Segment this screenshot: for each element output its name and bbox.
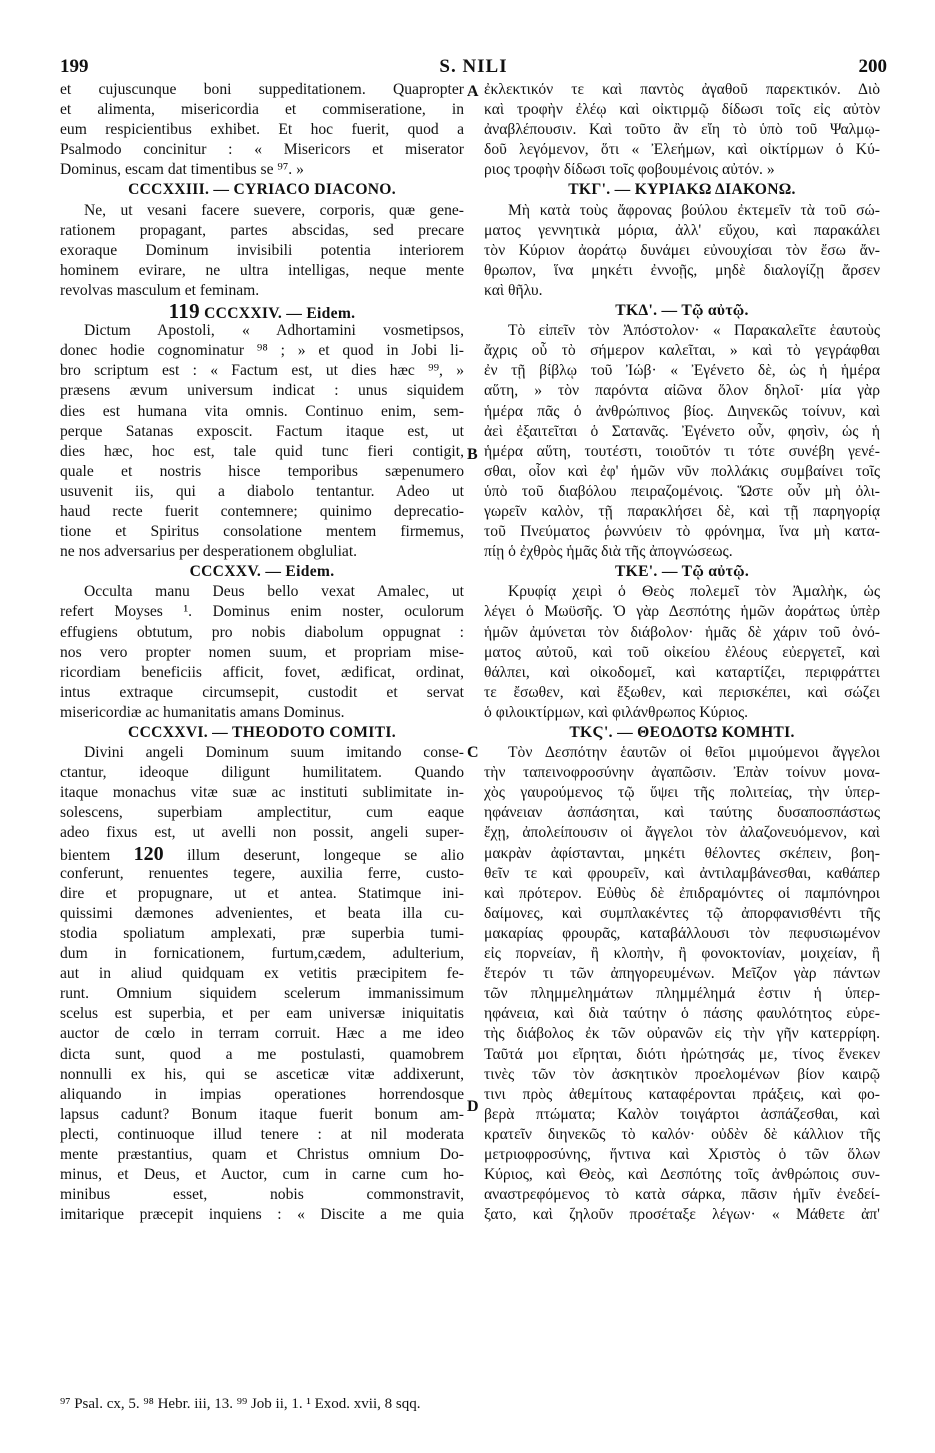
letter-heading-325: CCCXXV. — Eidem. [189, 563, 335, 581]
greek-line: ματος αὐτοῦ, καὶ τοῦ οἰκείου ἐλέους εὐεργετεῖ, καὶ [484, 643, 880, 661]
latin-line: dies hæc, hoc est, tale quid tunc fieri contigit, [60, 442, 464, 460]
latin-line: minus, et Deus, et Auctor, cum in carne cum ho- [60, 1166, 464, 1184]
greek-line: θεῖν τε καὶ φρουρεῖν, καὶ ἀντιλαμβάνεσθαι, καθάπερ [484, 864, 880, 882]
latin-line: effugiens obtutum, pro nobis diabolum oppugnat : [60, 623, 464, 641]
greek-line: θρωπον, ἵνα μηκέτι ἐννοῇς, μηδὲ διαλογίζῃ ἄρσεν [484, 261, 880, 279]
latin-line: nos vero propter nomen suum, et propriam mise- [60, 643, 464, 661]
greek-line: ἡμέρα πᾶς ὁ ἀνθρώπινος βίος. Διηνεκῶς τοίνυν, καὶ [484, 402, 880, 420]
latin-line: misericordiæ ac humanitatis amans Dominus. [60, 703, 345, 721]
greek-line: τὸν Κύριον ἀοράτῳ δυνάμει εὐνουχίσαι τὸν ἔσω ἄν- [484, 241, 880, 259]
latin-line: aliquando in impias operationes horrendosque [60, 1085, 464, 1103]
greek-line: θάλπει, καὶ οἰκοδομεῖ, καὶ καταρτίζει, περιφράττει [484, 663, 880, 681]
latin-line: hominem evirare, ne ultra intelligas, neque mente [60, 261, 464, 279]
greek-line: καὶ τροφὴν ἐλέῳ καὶ οἰκτιρμῷ δίδωσι τοῖς εἰς αὐτὸν [484, 101, 880, 119]
greek-line: Ταῦτά μοι εἴρηται, διότι ἠρώτησάς με, τίνος ἕνεκεν [484, 1045, 880, 1063]
greek-line: τὴν ταπεινοφροσύνην ἀγαπῶσιν. Ἐπὰν τοίνυν μονα- [484, 764, 880, 782]
greek-line: γωρεῖν καλὸν, τῇ παρακλήσει δὲ, καὶ τῇ παρηγορίᾳ [484, 502, 880, 520]
latin-line: Occulta manu Deus bello vexat Amalec, ut [84, 583, 464, 601]
latin-line: intus extraque circumsepit, custodit et servat [60, 683, 464, 701]
latin-line: donec hodie cognominatur ⁹⁸ ; » et quod in Jobi li- [60, 342, 464, 360]
latin-line: quissimi dæmones advenientes, et beata illa cu- [60, 904, 464, 922]
greek-line: χὸς γαυρούμενος τῷ ὕψει τῆς πολιτείας, τὴν ὑπερ- [484, 784, 880, 802]
greek-line: τὴς διάβολος ἐκ τῶν οὐρανῶν εἰς τὴν γῆν κατερρίφη. [484, 1025, 880, 1043]
greek-heading-326: ΤΚϚ'. — ΘΕΟΔΟΤΩ ΚΟΜΗΤΙ. [569, 724, 795, 741]
greek-line: κρατεῖν διηνεκῶς τὸ καλόν· οὐδὲν δὲ κάλλιον τῆς [484, 1125, 880, 1143]
greek-line: πίῃ ὁ ἐχθρὸς ἡμᾶς διὰ τῆς ἀπογνώσεως. [484, 543, 733, 561]
greek-line: ηφάνειαν ἀσπάσηται, καὶ ταύτης δυσαποσπάστως [484, 804, 880, 822]
greek-line: ριος τροφὴν δίδωσι τοῖς φοβουμένοις αὐτόν. » [484, 161, 775, 179]
latin-line: dire et propugnare, ut et antea. Statimque ini- [60, 884, 464, 902]
greek-line: μακαρίας φρουρᾶς, καταβάλλουσι τὸν πεφυσιωμένον [484, 924, 880, 942]
latin-line: scelus est superbia, et per eam universæ iniquitatis [60, 1005, 464, 1023]
greek-line: τῶν πλημμελημάτων πλημμέλημά ἐστιν ἡ ὑπερ- [484, 985, 880, 1003]
greek-heading-325: ΤΚΕ'. — Τῷ αὐτῷ. [614, 563, 750, 581]
greek-line: αὕτη, » τὸν παρόντα αἰῶνα ὅλον δηλοῖ· μία γὰρ [484, 382, 880, 400]
latin-line: imitarique præcepit inquiens : « Discite a me quia [60, 1206, 464, 1224]
latin-line: Dominus, escam dat timentibus se ⁹⁷. » [60, 161, 304, 179]
latin-line: quale et nostris hisce temporibus sæpenumero [60, 462, 464, 480]
latin-column [60, 80, 464, 1225]
page-number-left: 199 [60, 56, 89, 77]
margin-letter-c: C [467, 744, 479, 761]
page-marker-119: 119 [168, 301, 200, 322]
greek-line: ἀεὶ ἐξαιτεῖται ὁ Σατανᾶς. Ἐγένετο οὖν, φησὶν, ὡς ἡ [484, 422, 880, 440]
latin-line: conferunt, renuentes tegere, auxilia ferre, custo- [60, 864, 464, 882]
latin-line: runt. Omnium siquidem scelerum immanissimum [60, 985, 464, 1003]
greek-line: ἡμῶν ἀμύνεται τὸν διάβολον· ἡμᾶς δὲ χάριν τοῦ ὀνό- [484, 623, 880, 641]
greek-line: λέγει ὁ Μωϋσῆς. Ὁ γὰρ Δεσπότης ἡμῶν ἀοράτως ὑπὲρ [484, 603, 880, 621]
greek-line: ἀναβλέπουσιν. Καὶ τοῦτο ἂν εἴη τὸ ὑπὸ τοῦ Ψαλμῳ- [484, 121, 880, 139]
margin-letter-b: B [467, 446, 478, 463]
latin-line: revolvas masculum et feminam. [60, 281, 260, 299]
greek-line: ἄχρις οὗ τὸ σήμερον καλεῖται, » καὶ τὸ γεγράφθαι [484, 342, 880, 360]
greek-line: μακρὰν ἀφίστανται, μηκέτι θέλοντες σκέπειν, βοη- [484, 844, 880, 862]
greek-line: ξατο, καὶ ζηλοῦν προσέταξε λέγων· « Μάθετε ἀπ' [484, 1206, 880, 1224]
latin-line: præsens ævum universum indicat : unus siquidem [60, 382, 464, 400]
latin-line: Dictum Apostoli, « Adhortamini vosmetipsos, [84, 322, 464, 340]
greek-line: Κρυφίᾳ χειρὶ ὁ Θεὸς πολεμεῖ τὸν Ἀμαλὴκ, ὡς [508, 583, 880, 601]
latin-line: tione et Spiritus consolatione mentem firmemus, [60, 523, 464, 541]
greek-line: μετριοφροσύνης, ἥντινα καὶ Χριστὸς ὁ τῶν ὅλων [484, 1145, 880, 1163]
latin-line: lapsus cadunt? Bonum itaque fuerit bonum am- [60, 1105, 464, 1123]
greek-line: ἐν τῇ βίβλῳ τοῦ Ἰώβ· « Ἐγένετο δὲ, ὡς ἡ ἡμέρα [484, 362, 880, 380]
greek-line: σθαι, οἷον καὶ ἐφ' ἡμῶν νῦν πολλάκις συμβαίνει τοῖς [484, 462, 880, 480]
latin-line: Psalmodo concinitur : « Misericors et miserator [60, 141, 464, 159]
latin-line: ne nos adversarius per desperationem obgluliat. [60, 543, 358, 561]
letter-heading-326: CCCXXVI. — THEODOTO COMITI. [128, 724, 396, 741]
latin-line: stodia spoliatum amplexati, præ superbia tumi- [60, 924, 464, 942]
latin-line: dum in fornicationem, furtum,cædem, adulterium, [60, 945, 464, 963]
greek-heading-323: ΤΚΓ'. — ΚΥΡΙΑΚΩ ΔΙΑΚΟΝΩ. [568, 181, 796, 199]
latin-line: solescens, superbiam amplectitur, cum eaque [60, 804, 464, 822]
latin-line: eum respicientibus exhibet. Et hoc fuerit, quod a [60, 121, 464, 139]
greek-line: ματος γεννητικὰ μόρια, ἀλλ' εὔχου, καὶ παρακάλει [484, 221, 880, 239]
latin-line: haud recte fuerit contemnere; quinimo deprecatio- [60, 502, 464, 520]
greek-line: Μὴ κατὰ τοὺς ἄφρονας βούλου ἐκτεμεῖν τὰ τοῦ σώ- [508, 201, 880, 219]
greek-line: ἔχῃ, ἀπολείπουσιν οἱ ἄγγελοι τὸν ἀλαζονευόμενον, καὶ [484, 824, 880, 842]
latin-line: ctantur, ideoque diligunt humilitatem. Quando [60, 764, 464, 782]
greek-heading-324: ΤΚΔ'. — Τῷ αὐτῷ. [615, 302, 749, 320]
latin-line: auctor de cœlo in terram corruit. Hæc a me ideo [60, 1025, 464, 1043]
greek-column [484, 80, 880, 1225]
latin-line: et alimenta, misericordia et commiseratione, in [60, 101, 464, 119]
greek-line: ἕτερόν τι τῶν ἀπηγορευμένων. Μεῖζον γὰρ πάντων [484, 965, 880, 983]
greek-line: εἰς πορνείαν, ἢ κλοπὴν, ἢ φονοκτονίαν, μοιχείαν, ἢ [484, 945, 880, 963]
greek-line: ὁ φιλοικτίρμων, καὶ φιλάνθρωπος Κύριος. [484, 703, 749, 721]
latin-line: perque Satanas exposcit. Factum itaque est, ut [60, 422, 464, 440]
page-header [60, 56, 887, 82]
page-marker-120-inline: 120 [133, 843, 164, 864]
latin-line: usuvenit iis, qui a diabolo tentantur. Adeo ut [60, 482, 464, 500]
greek-line: ηφάνεια, καὶ διὰ ταύτην ὁ πάσης φαυλότητος εὑρε- [484, 1005, 880, 1023]
latin-line: ricordiam beneficiis afficit, fovet, ædificat, ordinat, [60, 663, 464, 681]
greek-line: ἐκλεκτικόν τε καὶ παντὸς ἀγαθοῦ παρεκτικόν. Διὸ [484, 81, 880, 98]
latin-line: bientem 120 illum deserunt, longeque se alio [60, 843, 464, 864]
greek-line: Κύριος, καὶ Θεὸς, καὶ Δεσπότης τοῖς ἀνθρώποις συν- [484, 1166, 880, 1184]
greek-line: βερὰ πτώματα; Καλὸν τοιγάρτοι ἀσπάζεσθαι, καὶ [484, 1105, 880, 1123]
latin-line: minibus esset, nobis commonstravit, [60, 1186, 464, 1204]
greek-line: ὑπὸ τοῦ διαβόλου πειραζομένοις. Ὥστε οὖν μὴ ὀλι- [484, 482, 880, 500]
greek-line: Τὸ εἰπεῖν τὸν Ἀπόστολον· « Παρακαλεῖτε ἑαυτοὺς [508, 322, 880, 340]
greek-line: τε ἔσωθεν, καὶ ἔξωθεν, καὶ περισκέπει, καὶ σώζει [484, 683, 880, 701]
latin-line: rationem propagant, partes abscidas, sed precare [60, 221, 464, 239]
greek-line: τινὲς τῶν τὸν ἀσκητικὸν προελομένων βίον καιρῷ [484, 1065, 880, 1083]
page-number-right: 200 [858, 56, 887, 77]
latin-line: refert Moyses ¹. Dominus enim noster, oculorum [60, 603, 464, 621]
latin-line: itaque monachus vitæ suæ ac instituti sublimitate in- [60, 784, 464, 802]
latin-line: Divini angeli Dominum suum imitando conse- [84, 744, 464, 762]
letter-heading-323: CCCXXIII. — CYRIACO DIACONO. [128, 181, 396, 199]
latin-line: nonnulli ex his, qui se asceticæ vitæ addixerunt, [60, 1065, 464, 1083]
greek-line: αναστρεφόμενος τὸ κατὰ σάρκα, πᾶσιν ἡμῖν ἐνεδεί- [484, 1186, 880, 1204]
greek-line: καὶ πρότερον. Εὐθὺς δὲ ἐπιδραμόντες οἱ παμπόνηροι [484, 884, 880, 902]
latin-line: et cujuscunque boni suppeditationem. Quapropter [60, 81, 464, 98]
greek-line: Τὸν Δεσπότην ἑαυτῶν οἱ θεῖοι μιμούμενοι ἄγγελοι [508, 744, 880, 762]
footnotes: ⁹⁷ Psal. cx, 5. ⁹⁸ Hebr. iii, 13. ⁹⁹ Job ii, 1. ¹ Exod. xvii, 8 sqq. [60, 1396, 421, 1412]
latin-line: adeo fixus est, ut avelli non possit, angeli super- [60, 824, 464, 842]
greek-line: δαίμονες, καὶ συμπλακέντες τῷ ἀπορφανισθέντι τῆς [484, 904, 880, 922]
margin-letter-a: A [467, 83, 479, 100]
running-title: S. NILI [439, 56, 508, 77]
latin-line: dicta sunt, quod a me postulasti, quamobrem [60, 1045, 464, 1063]
latin-line: dies est humana vita omnis. Continuo enim, sem- [60, 402, 464, 420]
greek-line: τοῦ Πνεύματος ῥωννύειν τὸ φρόνημα, ἵνα μὴ κατα- [484, 523, 880, 541]
latin-line: bro scriptum est : « Factum est, ut dies hæc ⁹⁹, » [60, 362, 464, 380]
greek-line: δοῦ λεγόμενον, ὅτι « Ἐλεήμων, καὶ οἰκτίρμων ὁ Κύ- [484, 141, 880, 159]
margin-letter-d: D [467, 1098, 479, 1115]
latin-line: exoraque Dominum invisibili potentia interiorem [60, 241, 464, 259]
latin-line: Ne, ut vesani facere suevere, corporis, quæ gene- [84, 201, 464, 219]
greek-line: τινι πρὸς ἀθεμίτους καταφέρονται πράξεις, καὶ φο- [484, 1085, 880, 1103]
latin-line: plecti, continuoque illud tenere : at nil moderata [60, 1125, 464, 1143]
greek-line: καὶ θῆλυ. [484, 281, 543, 299]
latin-line: aut in aliud quidquam ex vetitis præcipitem fe- [60, 965, 464, 983]
letter-heading-324: 119 CCCXXIV. — Eidem. [168, 301, 356, 322]
latin-line: mente præstantius, quam et Christus omnium Do- [60, 1145, 464, 1163]
greek-line: ἡμέρα αὕτη, τουτέστι, τοιοῦτόν τι τότε συνέβη γενέ- [484, 442, 880, 460]
